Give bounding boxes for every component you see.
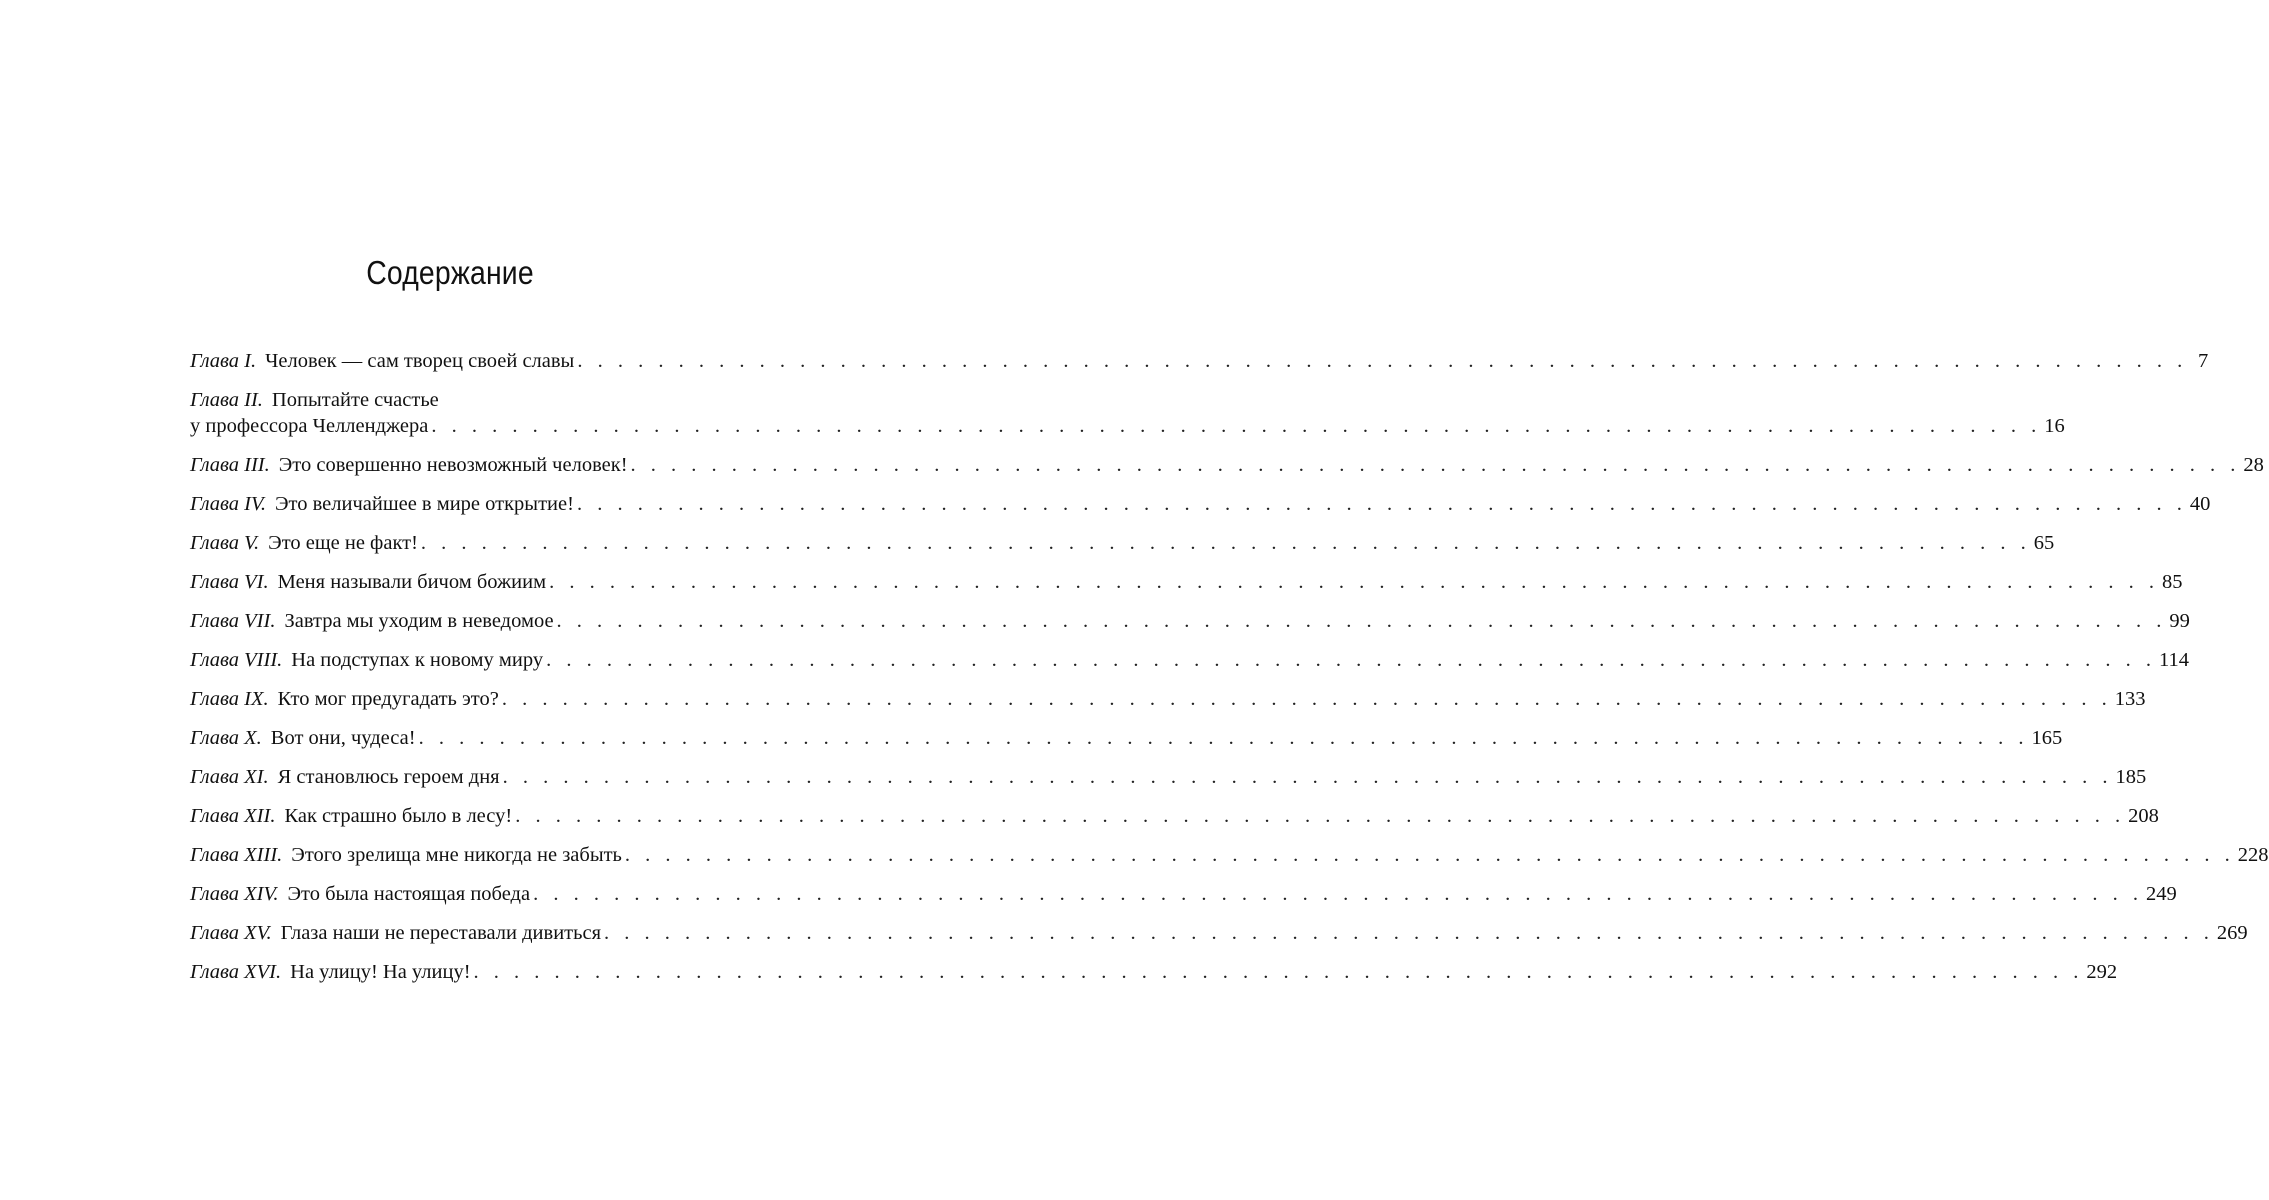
chapter-title: Вот они, чудеса! bbox=[270, 727, 416, 749]
dot-leader: . . . . . . . . . . . . . . . . . . . . . . . . . . . . . . . . . . . . . . . . . . . . . . . . . . . . . . . . . . . . . . . . . . . . . . . . . . . . . . . . bbox=[577, 350, 2188, 372]
page-number: 16 bbox=[2044, 415, 2065, 437]
toc-entry bbox=[190, 491, 2211, 517]
toc-line bbox=[190, 348, 2209, 374]
toc-entry bbox=[190, 881, 2177, 907]
table-of-contents bbox=[190, 348, 2269, 998]
chapter-title: Это была настоящая победа bbox=[287, 883, 531, 905]
toc-line bbox=[190, 959, 2118, 985]
chapter-title: На улицу! На улицу! bbox=[290, 961, 471, 983]
dot-leader: . . . . . . . . . . . . . . . . . . . . . . . . . . . . . . . . . . . . . . . . . . . . . . . . . . . . . . . . . . . . . . . . . . . . . . . . . . . . . . . . bbox=[473, 961, 2084, 983]
chapter-number: Глава XI. bbox=[190, 766, 269, 788]
chapter-number: Глава XV. bbox=[190, 922, 272, 944]
chapter-title: Это еще не факт! bbox=[268, 532, 418, 554]
chapter-title: Этого зрелища мне никогда не забыть bbox=[291, 844, 622, 866]
toc-entry bbox=[190, 842, 2269, 868]
page-number: 249 bbox=[2145, 883, 2177, 905]
chapter-title: Я становлюсь героем дня bbox=[277, 766, 500, 788]
dot-leader: . . . . . . . . . . . . . . . . . . . . . . . . . . . . . . . . . . . . . . . . . . . . . . . . . . . . . . . . . . . . . . . . . . . . . . . . . . . . . . . . bbox=[502, 766, 2113, 788]
chapter-title: Кто мог предугадать это? bbox=[277, 688, 499, 710]
toc-entry bbox=[190, 608, 2190, 634]
page-number: 28 bbox=[2243, 454, 2264, 476]
chapter-number: Глава VIII. bbox=[190, 649, 283, 671]
chapter-title: Меня называли бичом божиим bbox=[277, 571, 547, 593]
toc-line bbox=[190, 881, 2177, 907]
page-number: 99 bbox=[2169, 610, 2190, 632]
dot-leader: . . . . . . . . . . . . . . . . . . . . . . . . . . . . . . . . . . . . . . . . . . . . . . . . . . . . . . . . . . . . . . . . . . . . . . . . . . . . . . . . bbox=[624, 844, 2235, 866]
chapter-number: Глава II. bbox=[190, 389, 263, 411]
chapter-number: Глава I. bbox=[190, 350, 257, 372]
toc-entry bbox=[190, 452, 2264, 478]
chapter-number: Глава V. bbox=[190, 532, 260, 554]
toc-line bbox=[190, 920, 2248, 946]
toc-entry bbox=[190, 530, 2055, 556]
toc-entry bbox=[190, 686, 2146, 712]
dot-leader: . . . . . . . . . . . . . . . . . . . . . . . . . . . . . . . . . . . . . . . . . . . . . . . . . . . . . . . . . . . . . . . . . . . . . . . . . . . . . . . . bbox=[501, 688, 2112, 710]
page-number: 208 bbox=[2128, 805, 2159, 827]
toc-line bbox=[190, 608, 2190, 634]
page-title: Содержание bbox=[366, 254, 534, 291]
toc-entry bbox=[190, 803, 2159, 829]
chapter-title: у профессора Челленджера bbox=[190, 415, 429, 437]
toc-line bbox=[190, 647, 2189, 673]
dot-leader: . . . . . . . . . . . . . . . . . . . . . . . . . . . . . . . . . . . . . . . . . . . . . . . . . . . . . . . . . . . . . . . . . . . . . . . . . . . . . . . . bbox=[515, 805, 2126, 827]
toc-line bbox=[190, 725, 2063, 751]
toc-line bbox=[190, 413, 2065, 439]
dot-leader: . . . . . . . . . . . . . . . . . . . . . . . . . . . . . . . . . . . . . . . . . . . . . . . . . . . . . . . . . . . . . . . . . . . . . . . . . . . . . . . . bbox=[576, 493, 2187, 515]
chapter-title: Это совершенно невозможный человек! bbox=[278, 454, 628, 476]
chapter-number: Глава XII. bbox=[190, 805, 276, 827]
toc-entry bbox=[190, 959, 2118, 985]
chapter-number: Глава VII. bbox=[190, 610, 276, 632]
toc-line bbox=[190, 387, 739, 413]
dot-leader: . . . . . . . . . . . . . . . . . . . . . . . . . . . . . . . . . . . . . . . . . . . . . . . . . . . . . . . . . . . . . . . . . . . . . . . . . . . . . . . . bbox=[556, 610, 2167, 632]
toc-line bbox=[190, 569, 2183, 595]
page-number: 7 bbox=[2197, 350, 2209, 372]
toc-line bbox=[190, 842, 2269, 868]
toc-line bbox=[190, 530, 2055, 556]
dot-leader: . . . . . . . . . . . . . . . . . . . . . . . . . . . . . . . . . . . . . . . . . . . . . . . . . . . . . . . . . . . . . . . . . . . . . . . . . . . . . . . . bbox=[630, 454, 2241, 476]
chapter-title: Человек — сам творец своей славы bbox=[265, 350, 575, 372]
chapter-number: Глава III. bbox=[190, 454, 270, 476]
dot-leader: . . . . . . . . . . . . . . . . . . . . . . . . . . . . . . . . . . . . . . . . . . . . . . . . . . . . . . . . . . . . . . . . . . . . . . . . . . . . . . . . bbox=[420, 532, 2031, 554]
chapter-title: Как страшно было в лесу! bbox=[284, 805, 513, 827]
dot-leader: . . . . . . . . . . . . . . . . . . . . . . . . . . . . . . . . . . . . . . . . . . . . . . . . . . . . . . . . . . . . . . . . . . . . . . . . . . . . . . . . bbox=[431, 415, 2042, 437]
toc-entry bbox=[190, 764, 2147, 790]
chapter-number: Глава XIV. bbox=[190, 883, 279, 905]
chapter-title: Попытайте счастье bbox=[271, 389, 439, 411]
page-number: 114 bbox=[2158, 649, 2189, 671]
page-number: 65 bbox=[2033, 532, 2055, 554]
chapter-title: Завтра мы уходим в неведомое bbox=[284, 610, 554, 632]
toc-line bbox=[190, 764, 2147, 790]
page-number: 40 bbox=[2189, 493, 2211, 515]
toc-line bbox=[190, 686, 2146, 712]
page-number: 228 bbox=[2237, 844, 2269, 866]
page-number: 165 bbox=[2031, 727, 2063, 749]
chapter-number: Глава IX. bbox=[190, 688, 269, 710]
toc-entry bbox=[190, 725, 2063, 751]
page-number: 133 bbox=[2114, 688, 2146, 710]
chapter-number: Глава X. bbox=[190, 727, 262, 749]
chapter-title: Глаза наши не переставали дивиться bbox=[280, 922, 602, 944]
page-number: 185 bbox=[2115, 766, 2147, 788]
toc-line bbox=[190, 491, 2211, 517]
toc-line bbox=[190, 452, 2264, 478]
page-number: 269 bbox=[2216, 922, 2248, 944]
dot-leader: . . . . . . . . . . . . . . . . . . . . . . . . . . . . . . . . . . . . . . . . . . . . . . . . . . . . . . . . . . . . . . . . . . . . . . . . . . . . . . . . bbox=[604, 922, 2214, 944]
page-number: 292 bbox=[2086, 961, 2118, 983]
toc-entry bbox=[190, 387, 2065, 439]
toc-line bbox=[190, 803, 2159, 829]
dot-leader: . . . . . . . . . . . . . . . . . . . . . . . . . . . . . . . . . . . . . . . . . . . . . . . . . . . . . . . . . . . . . . . . . . . . . . . . . . . . . . . . bbox=[549, 571, 2159, 593]
chapter-number: Глава XVI. bbox=[190, 961, 282, 983]
dot-leader: . . . . . . . . . . . . . . . . . . . . . . . . . . . . . . . . . . . . . . . . . . . . . . . . . . . . . . . . . . . . . . . . . . . . . . . . . . . . . . . . bbox=[418, 727, 2029, 749]
dot-leader: . . . . . . . . . . . . . . . . . . . . . . . . . . . . . . . . . . . . . . . . . . . . . . . . . . . . . . . . . . . . . . . . . . . . . . . . . . . . . . . . bbox=[546, 649, 2156, 671]
page-number: 85 bbox=[2161, 571, 2183, 593]
toc-entry bbox=[190, 569, 2183, 595]
chapter-title: Это величайшее в мире открытие! bbox=[274, 493, 574, 515]
dot-leader: . . . . . . . . . . . . . . . . . . . . . . . . . . . . . . . . . . . . . . . . . . . . . . . . . . . . . . . . . . . . . . . . . . . . . . . . . . . . . . . . bbox=[533, 883, 2143, 905]
chapter-title: На подступах к новому миру bbox=[291, 649, 544, 671]
toc-entry bbox=[190, 348, 2209, 374]
chapter-number: Глава VI. bbox=[190, 571, 269, 593]
chapter-number: Глава XIII. bbox=[190, 844, 283, 866]
toc-entry bbox=[190, 920, 2248, 946]
toc-entry bbox=[190, 647, 2189, 673]
chapter-number: Глава IV. bbox=[190, 493, 266, 515]
